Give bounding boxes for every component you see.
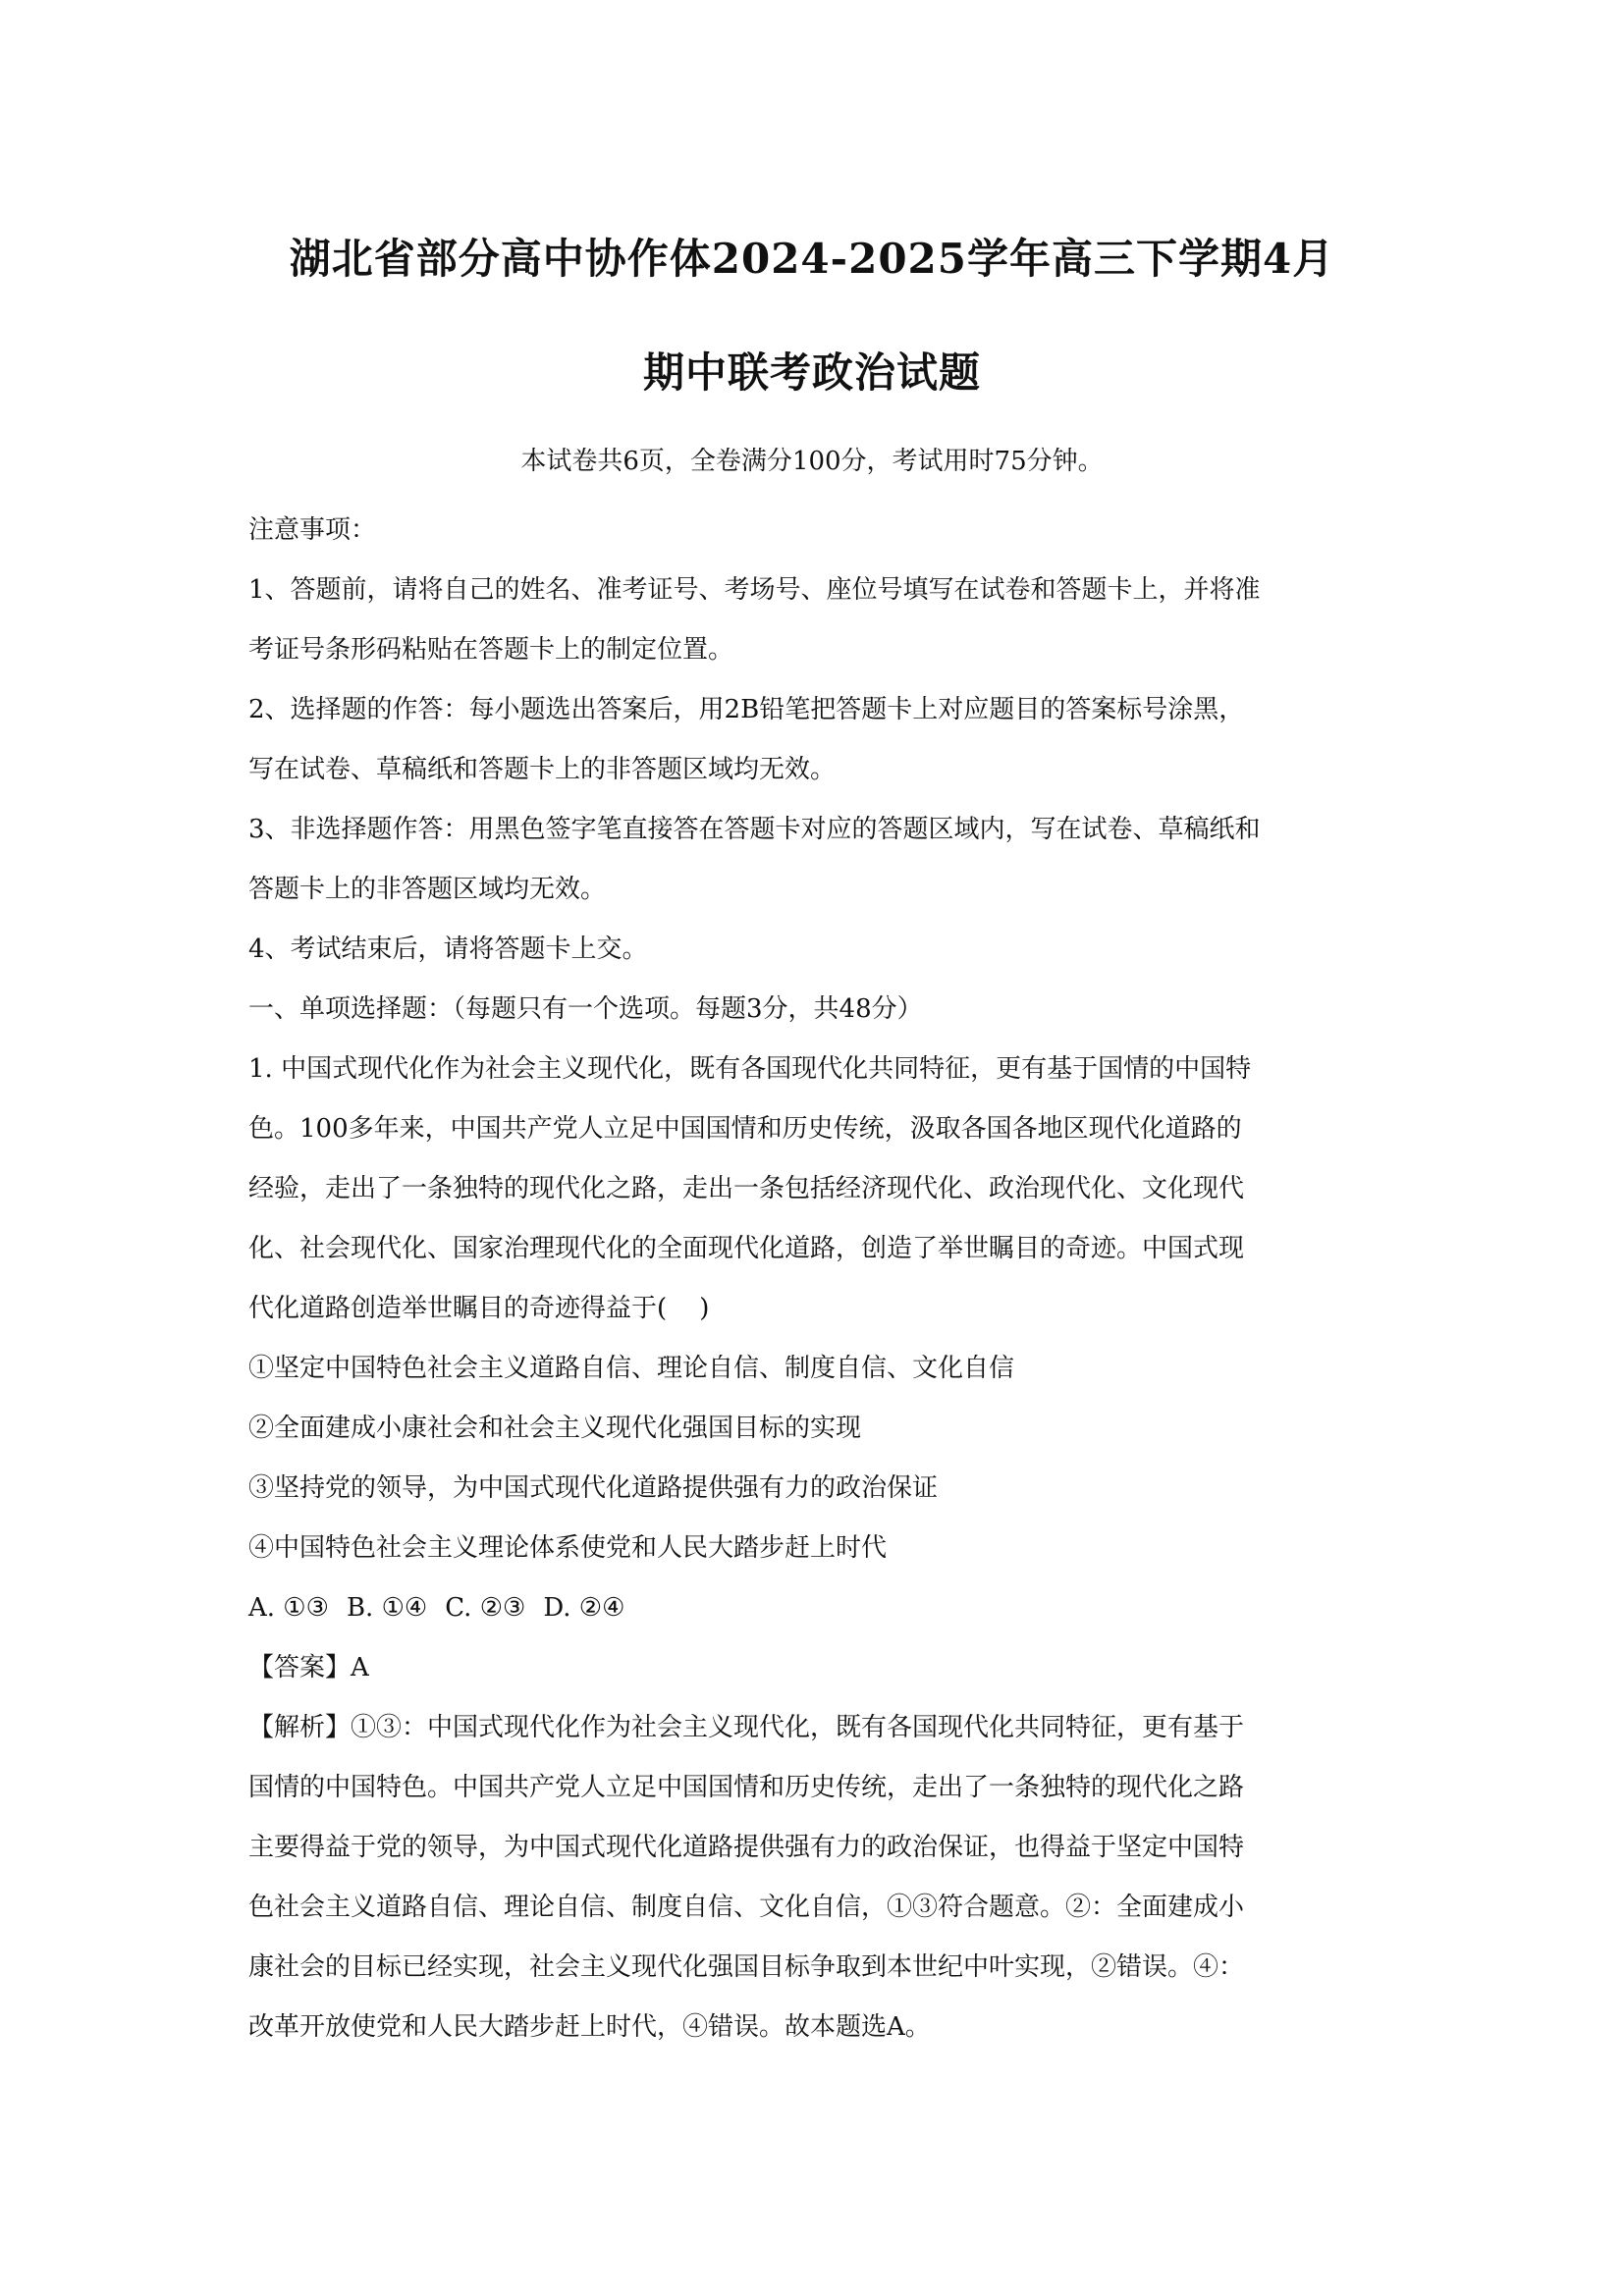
option-d: D. ②④ [543,1593,625,1623]
option-c: C. ②③ [445,1593,526,1623]
notice-line: 4、考试结束后，请将答题卡上交。 [248,934,648,964]
section-heading: 一、单项选择题：（每题只有一个选项。每题3分，共48分） [248,994,923,1024]
analysis-line: 色社会主义道路自信、理论自信、制度自信、文化自信，①③符合题意。②：全面建成小 [248,1893,1245,1922]
document-title-line-2: 期中联考政治试题 [642,348,981,397]
analysis-line: 主要得益于党的领导，为中国式现代化道路提供强有力的政治保证，也得益于坚定中国特 [248,1833,1245,1862]
notice-line: 3、非选择题作答：用黑色签字笔直接答在答题卡对应的答题区域内，写在试卷、草稿纸和 [248,815,1261,844]
analysis-line: 康社会的目标已经实现，社会主义现代化强国目标争取到本世纪中叶实现，②错误。④： [248,1952,1245,1982]
notice-line: 写在试卷、草稿纸和答题卡上的非答题区域均无效。 [248,755,837,784]
option-a: A. ①③ [248,1593,329,1623]
question-stem-line: 代化道路创造举世瞩目的奇迹得益于( ) [248,1294,710,1323]
notice-line: 1、答题前，请将自己的姓名、准考证号、考场号、座位号填写在试卷和答题卡上，并将准 [248,575,1261,605]
document-title-line-1: 湖北省部分高中协作体2024-2025学年高三下学期4月 [289,235,1335,283]
exam-info: 本试卷共6页，全卷满分100分，考试用时75分钟。 [520,447,1104,476]
notice-heading: 注意事项： [248,515,377,545]
option-b: B. ①④ [346,1593,428,1623]
answer-line: 【答案】A [248,1653,369,1682]
question-statement: ③坚持党的领导，为中国式现代化道路提供强有力的政治保证 [248,1473,939,1503]
answer-options [248,1578,1387,1638]
question-stem-line: 色。100多年来，中国共产党人立足中国国情和历史传统，汲取各国各地区现代化道路的 [248,1114,1242,1144]
question-statement: ②全面建成小康社会和社会主义现代化强国目标的实现 [248,1414,862,1443]
question-statement: ④中国特色社会主义理论体系使党和人民大踏步赶上时代 [248,1533,888,1563]
notice-line: 考证号条形码粘贴在答题卡上的制定位置。 [248,635,734,665]
question-stem-line: 化、社会现代化、国家治理现代化的全面现代化道路，创造了举世瞩目的奇迹。中国式现 [248,1234,1245,1263]
notice-line: 2、选择题的作答：每小题选出答案后，用2B铅笔把答题卡上对应题目的答案标号涂黑， [248,695,1245,724]
question-statement: ①坚定中国特色社会主义道路自信、理论自信、制度自信、文化自信 [248,1354,1015,1383]
analysis-line: 【解析】①③：中国式现代化作为社会主义现代化，既有各国现代化共同特征，更有基于 [248,1713,1245,1742]
question-stem-line: 1. 中国式现代化作为社会主义现代化，既有各国现代化共同特征，更有基于国情的中国特 [248,1054,1252,1084]
analysis-line: 国情的中国特色。中国共产党人立足中国国情和历史传统，走出了一条独特的现代化之路 [248,1773,1245,1802]
analysis-line: 改革开放使党和人民大踏步赶上时代，④错误。故本题选A。 [248,2012,931,2042]
notice-line: 答题卡上的非答题区域均无效。 [248,875,607,904]
question-stem-line: 经验，走出了一条独特的现代化之路，走出一条包括经济现代化、政治现代化、文化现代 [248,1174,1245,1203]
document-body [248,501,1387,2057]
